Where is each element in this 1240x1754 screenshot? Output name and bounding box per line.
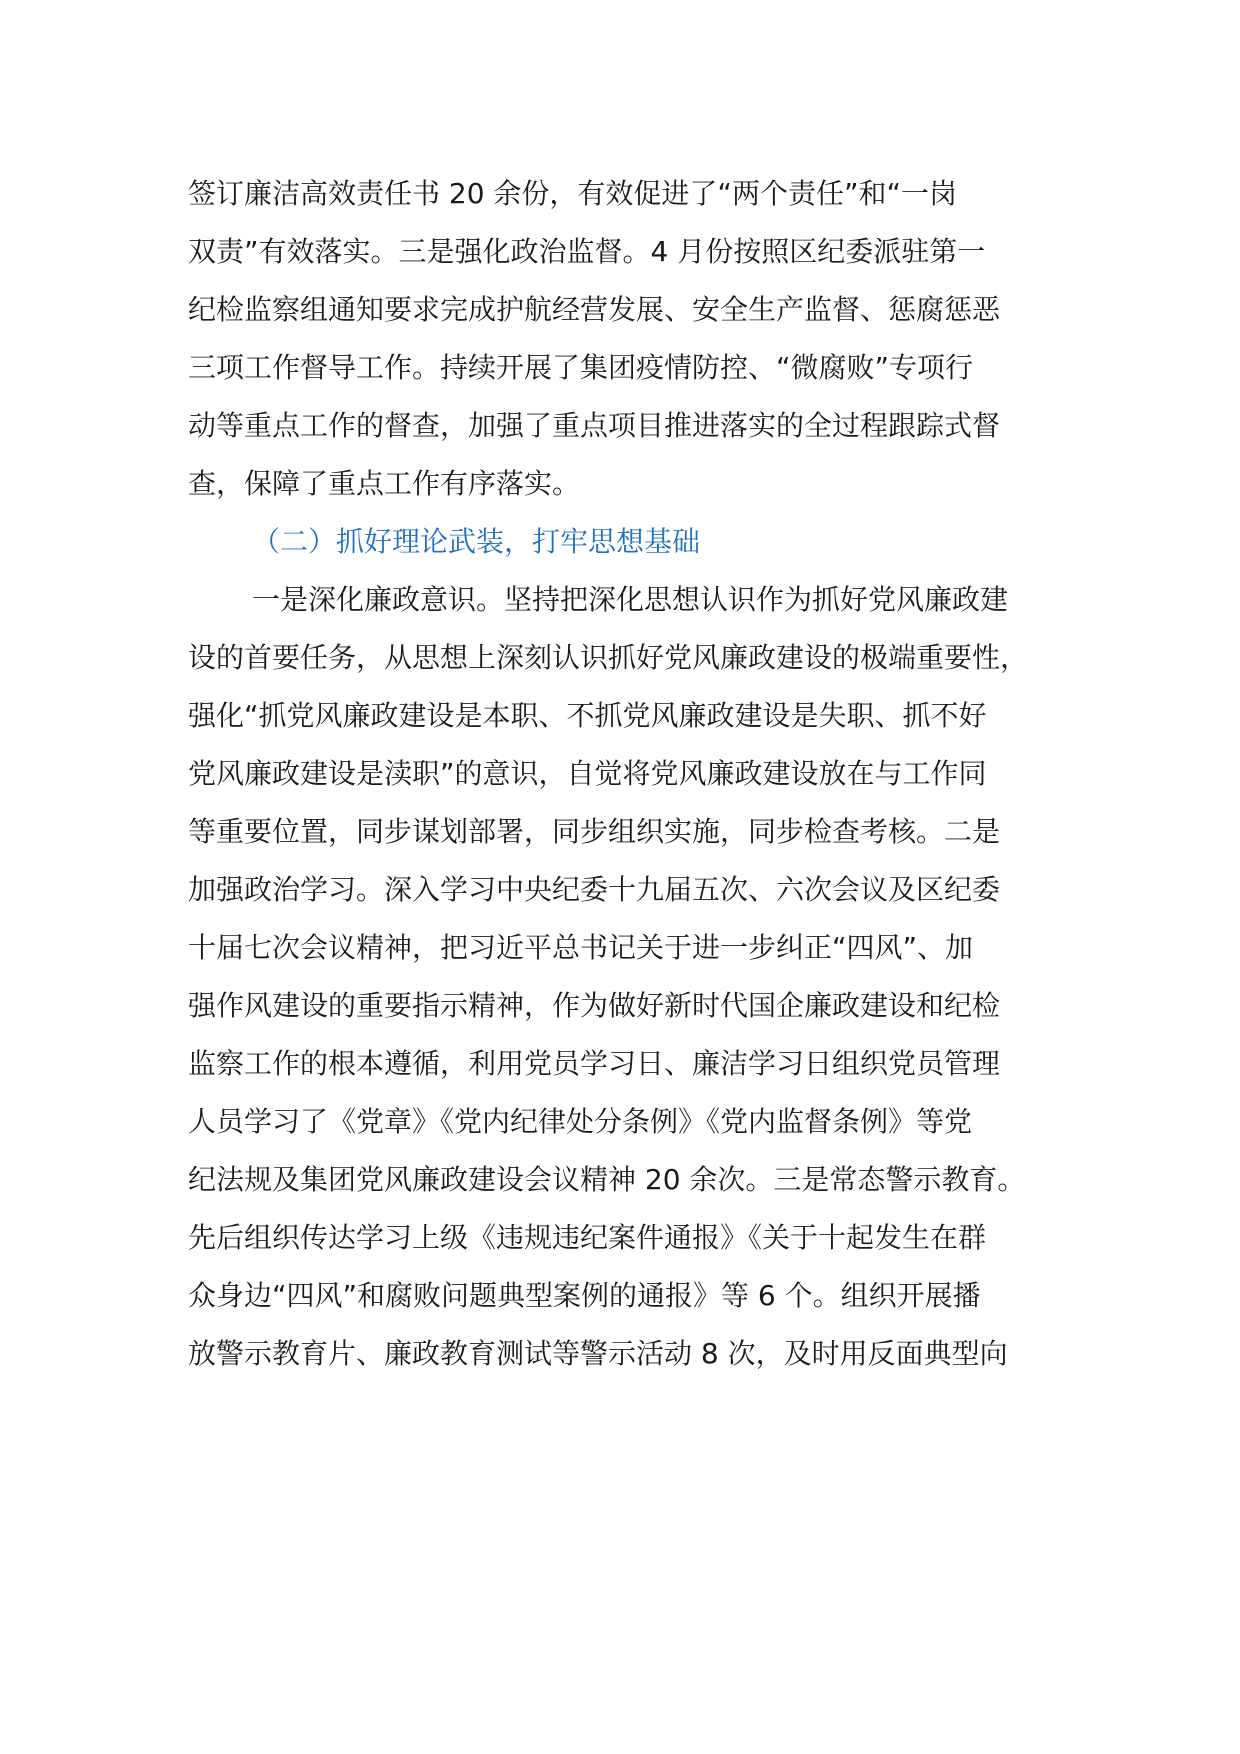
paragraph-line: 监察工作的根本遵循，利用党员学习日、廉洁学习日组织党员管理 (188, 1047, 1001, 1080)
paragraph-line: 等重要位置，同步谋划部署，同步组织实施，同步检查考核。二是 (188, 815, 1001, 848)
paragraph-line: 双责”有效落实。三是强化政治监督。4 月份按照区纪委派驻第一 (188, 235, 986, 268)
paragraph-line: 三项工作督导工作。持续开展了集团疫情防控、“微腐败”专项行 (188, 351, 974, 384)
paragraph-line: 查，保障了重点工作有序落实。 (188, 467, 581, 500)
paragraph-line: 动等重点工作的督查，加强了重点项目推进落实的全过程跟踪式督 (188, 409, 1001, 442)
section-heading: （二）抓好理论武装，打牢思想基础 (252, 525, 701, 558)
paragraph-line: 加强政治学习。深入学习中央纪委十九届五次、六次会议及区纪委 (188, 873, 1001, 906)
paragraph-line: 设的首要任务，从思想上深刻认识抓好党风廉政建设的极端重要性， (188, 641, 1029, 674)
paragraph-line: 纪检监察组通知要求完成护航经营发展、安全生产监督、惩腐惩恶 (188, 293, 1001, 326)
paragraph-line: 强化“抓党风廉政建设是本职、不抓党风廉政建设是失职、抓不好 (188, 699, 987, 732)
paragraph-line: 放警示教育片、廉政教育测试等警示活动 8 次，及时用反面典型向 (188, 1337, 1008, 1370)
paragraph-line: 纪法规及集团党风廉政建设会议精神 20 余次。三是常态警示教育。 (188, 1163, 1026, 1196)
paragraph-line: 党风廉政建设是渎职”的意识，自觉将党风廉政建设放在与工作同 (188, 757, 987, 790)
paragraph-line: 签订廉洁高效责任书 20 余份，有效促进了“两个责任”和“一岗 (188, 177, 957, 210)
paragraph-line: 强作风建设的重要指示精神，作为做好新时代国企廉政建设和纪检 (188, 989, 1001, 1022)
paragraph-line: 先后组织传达学习上级《违规违纪案件通报》《关于十起发生在群 (188, 1221, 987, 1254)
paragraph-line: 人员学习了《党章》《党内纪律处分条例》《党内监督条例》等党 (188, 1105, 973, 1138)
paragraph-line: 十届七次会议精神，把习近平总书记关于进一步纠正“四风”、加 (188, 931, 974, 964)
paragraph-line: 一是深化廉政意识。坚持把深化思想认识作为抓好党风廉政建 (252, 583, 1009, 616)
paragraph-line: 众身边“四风”和腐败问题典型案例的通报》等 6 个。组织开展播 (188, 1279, 981, 1312)
